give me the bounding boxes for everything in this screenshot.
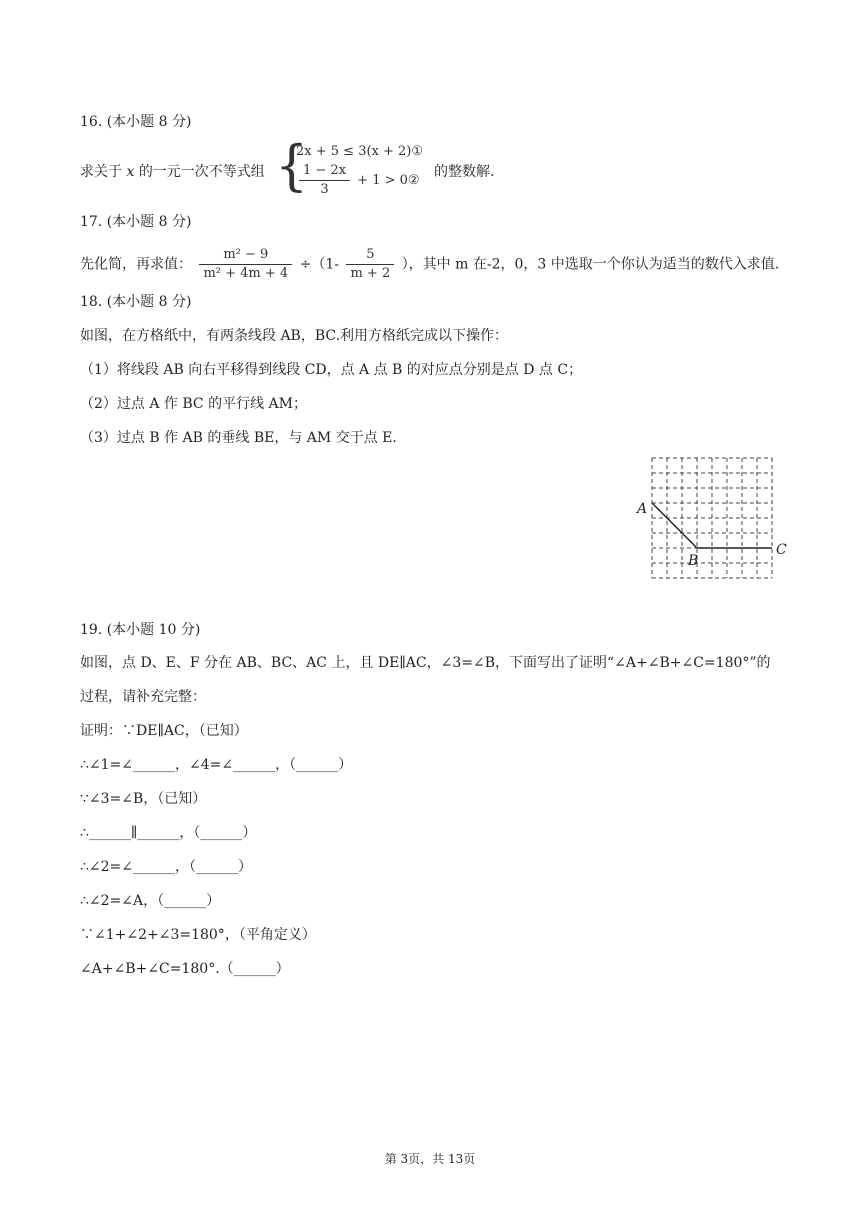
- point-a-label: A: [637, 501, 648, 517]
- q17-prefix: 先化简，再求值：: [80, 256, 192, 273]
- q18-step-2: （2）过点 A 作 BC 的平行线 AM；: [80, 396, 307, 412]
- q19-header: 19. (本小题 10 分): [80, 622, 201, 638]
- q16-inequality-2: [296, 162, 420, 199]
- q18-step-3: （3）过点 B 作 AB 的垂线 BE，与 AM 交于点 E.: [80, 430, 397, 446]
- point-b-label: B: [688, 553, 699, 569]
- q17-header: 17. (本小题 8 分): [80, 214, 192, 230]
- proof-line-2: ∴∠1=∠______，∠4=∠______，（______）: [80, 757, 353, 773]
- proof-line-7: ∵∠1+∠2+∠3=180°，（平角定义）: [80, 927, 316, 943]
- grid-figure: [630, 450, 800, 590]
- q19-intro-1: 如图，点 D、E、F 分在 AB、BC、AC 上，且 DE∥AC，∠3=∠B，下面写出了证明“∠A+∠B+∠C=180°”的: [80, 655, 771, 671]
- q18-header: 18. (本小题 8 分): [80, 294, 192, 310]
- q16-suffix: 的整数解.: [434, 164, 495, 180]
- proof-line-5: ∴∠2=∠______，（______）: [80, 859, 253, 875]
- q19-intro-2: 过程，请补充完整：: [80, 689, 206, 705]
- proof-line-4: ∴______∥______，（______）: [80, 825, 257, 841]
- q17-fraction-2: [346, 246, 394, 283]
- system-brace: {: [275, 134, 309, 198]
- page-footer: 第 3页，共 13页: [384, 1152, 476, 1166]
- q16-inequality-1: 2x + 5 ≤ 3(x + 2)①: [296, 144, 424, 159]
- q17-fraction-1: [199, 246, 292, 283]
- segment-ab: [652, 503, 697, 548]
- proof-line-8: ∠A+∠B+∠C=180°.（______）: [80, 961, 290, 977]
- q17-fraction-2-num: 5: [346, 246, 394, 265]
- q16-fraction-num: 1 − 2x: [299, 162, 350, 181]
- q17-suffix: ），其中 m 在-2，0，3 中选取一个你认为适当的数代入求值.: [401, 256, 780, 273]
- q18-intro: 如图，在方格纸中，有两条线段 AB，BC.利用方格纸完成以下操作：: [80, 328, 509, 344]
- q18-step-1: （1）将线段 AB 向右平移得到线段 CD，点 A 点 B 的对应点分别是点 D 点 C；: [80, 362, 583, 378]
- q16-prompt: [80, 162, 265, 182]
- q16-header: 16. (本小题 8 分): [80, 114, 192, 130]
- q16-prompt-before: 求关于: [80, 164, 122, 180]
- q16-fraction-den: 3: [320, 182, 329, 197]
- q17-body: [80, 246, 779, 283]
- q16-prompt-var: x: [126, 164, 135, 180]
- q16-fraction: [299, 162, 350, 199]
- point-c-label: C: [776, 542, 787, 558]
- q17-fraction-1-num: m² − 9: [199, 246, 292, 265]
- q17-divide: ÷（1-: [299, 256, 340, 273]
- proof-line-1: 证明：∵DE∥AC，（已知）: [80, 723, 248, 739]
- q16-inequality-2-tail: + 1 > 0②: [357, 173, 420, 188]
- proof-line-6: ∴∠2=∠A，（______）: [80, 893, 221, 909]
- q16-prompt-after: 的一元一次不等式组: [138, 164, 265, 180]
- grid-lines: [652, 458, 772, 578]
- proof-line-3: ∵∠3=∠B，（已知）: [80, 791, 207, 807]
- q17-fraction-1-den: m² + 4m + 4: [203, 266, 289, 281]
- q17-fraction-2-den: m + 2: [350, 266, 391, 281]
